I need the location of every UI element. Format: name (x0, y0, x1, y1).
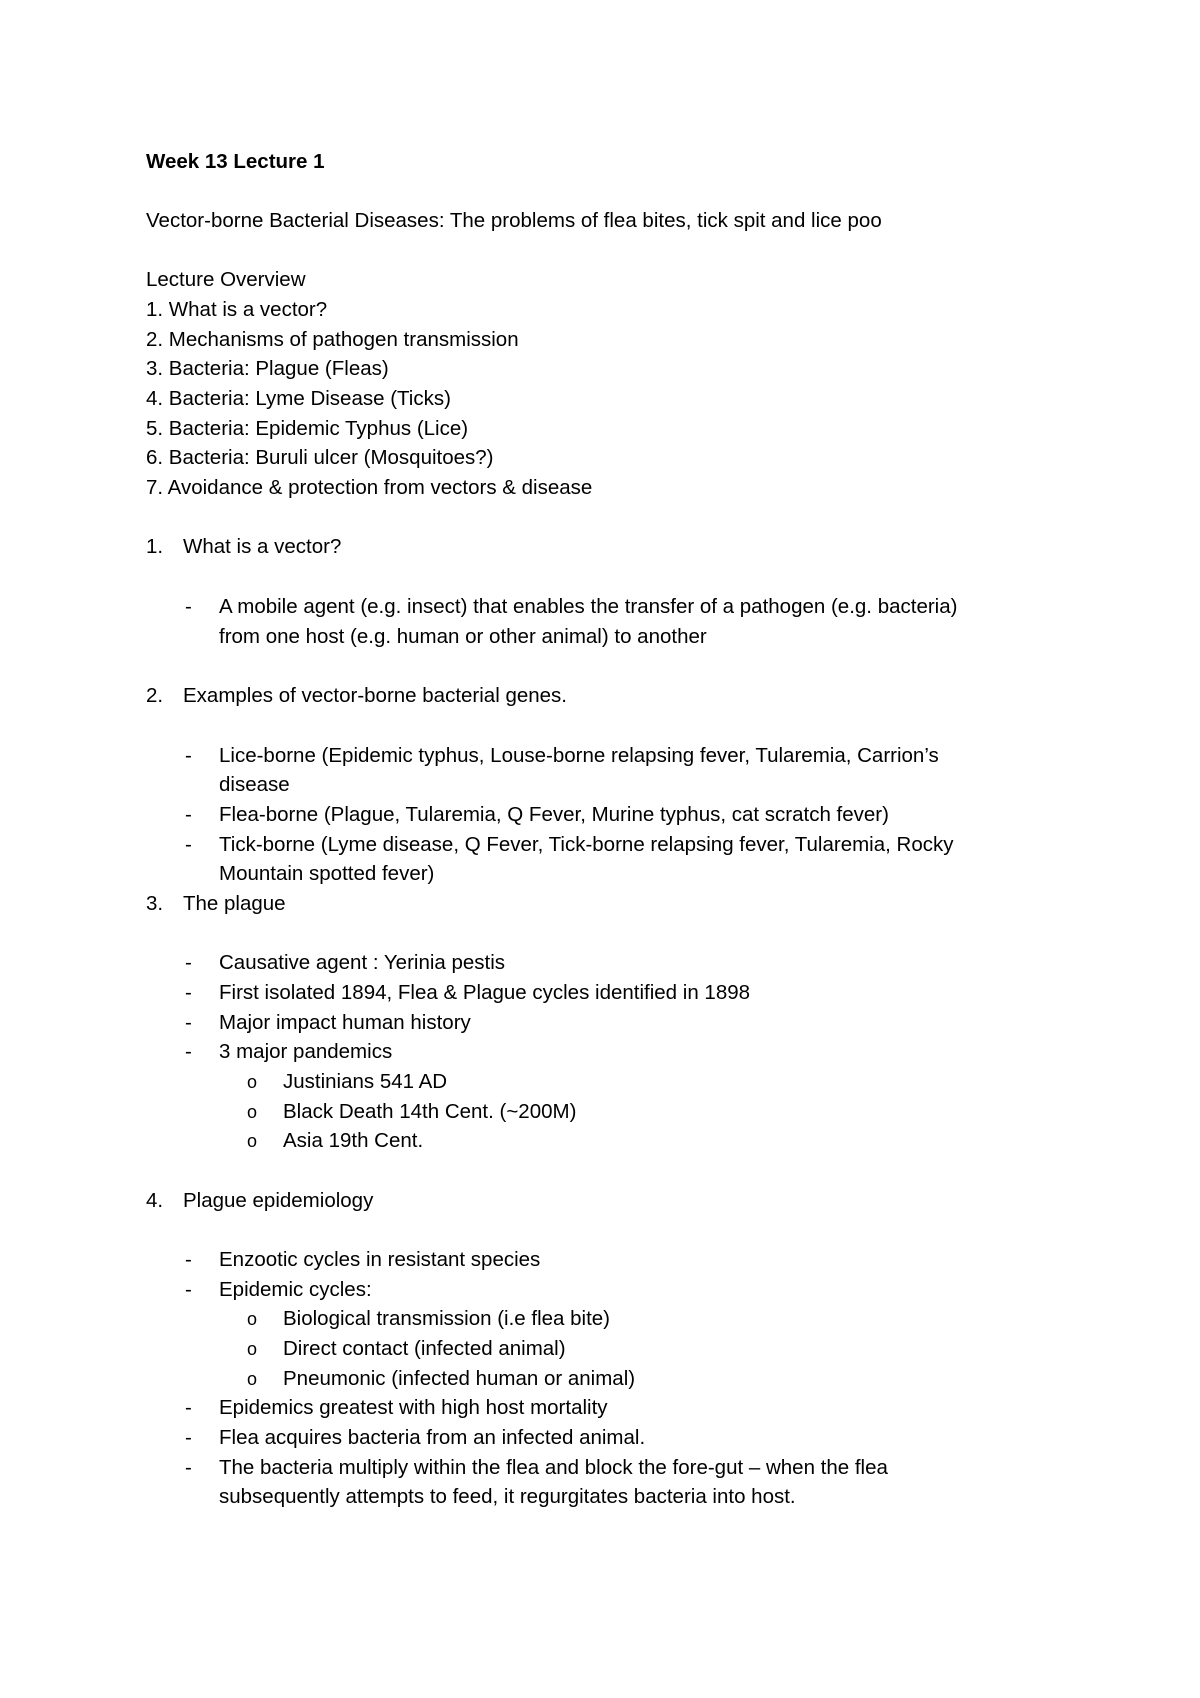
dash-bullet: - (185, 1278, 192, 1301)
dash-bullet: - (185, 1456, 192, 1479)
bullet-text: Mountain spotted fever) (219, 862, 435, 885)
dash-bullet: - (185, 803, 192, 826)
sub-bullet-text: Asia 19th Cent. (283, 1129, 424, 1152)
bullet-text: disease (219, 773, 290, 796)
bullet-text: subsequently attempts to feed, it regurgitates bacteria into host. (219, 1485, 796, 1508)
sub-bullet: o (247, 1369, 258, 1389)
section-heading: What is a vector? (183, 535, 342, 558)
sub-bullet: o (247, 1309, 258, 1329)
bullet-text: First isolated 1894, Flea & Plague cycles identified in 1898 (219, 981, 751, 1004)
lecture-subtitle: Vector-borne Bacterial Diseases: The problems of flea bites, tick spit and lice poo (146, 209, 882, 232)
section-heading: The plague (183, 892, 286, 915)
sub-bullet-text: Biological transmission (i.e flea bite) (283, 1307, 610, 1330)
dash-bullet: - (185, 1396, 192, 1419)
bullet-text: Causative agent : Yerinia pestis (219, 951, 506, 974)
bullet-text: Enzootic cycles in resistant species (219, 1248, 541, 1271)
section-number: 1. (146, 535, 164, 558)
bullet-text: Flea-borne (Plague, Tularemia, Q Fever, Murine typhus, cat scratch fever) (219, 803, 889, 826)
section-number: 2. (146, 684, 164, 707)
dash-bullet: - (185, 833, 192, 856)
bullet-text: from one host (e.g. human or other animal) to another (219, 625, 707, 648)
bullet-text: Major impact human history (219, 1011, 471, 1034)
sub-bullet-text: Direct contact (infected animal) (283, 1337, 566, 1360)
section-number: 3. (146, 892, 164, 915)
overview-heading: Lecture Overview (146, 268, 306, 291)
sub-bullet: o (247, 1131, 258, 1151)
dash-bullet: - (185, 981, 192, 1004)
dash-bullet: - (185, 951, 192, 974)
bullet-text: Tick-borne (Lyme disease, Q Fever, Tick-borne relapsing fever, Tularemia, Rocky (219, 833, 954, 856)
sub-bullet: o (247, 1072, 258, 1092)
overview-item: 5. Bacteria: Epidemic Typhus (Lice) (146, 417, 469, 440)
bullet-text: 3 major pandemics (219, 1040, 393, 1063)
dash-bullet: - (185, 1248, 192, 1271)
sub-bullet-text: Black Death 14th Cent. (~200M) (283, 1100, 577, 1123)
section-heading: Examples of vector-borne bacterial genes. (183, 684, 568, 707)
bullet-text: A mobile agent (e.g. insect) that enables the transfer of a pathogen (e.g. bacteria) (219, 595, 958, 618)
sub-bullet: o (247, 1102, 258, 1122)
sub-bullet-text: Pneumonic (infected human or animal) (283, 1367, 636, 1390)
bullet-text: Epidemics greatest with high host mortality (219, 1396, 608, 1419)
bullet-text: The bacteria multiply within the flea and block the fore-gut – when the flea (219, 1456, 888, 1479)
dash-bullet: - (185, 1040, 192, 1063)
overview-item: 4. Bacteria: Lyme Disease (Ticks) (146, 387, 451, 410)
document-title: Week 13 Lecture 1 (146, 150, 325, 173)
dash-bullet: - (185, 744, 192, 767)
overview-item: 6. Bacteria: Buruli ulcer (Mosquitoes?) (146, 446, 494, 469)
section-heading: Plague epidemiology (183, 1189, 374, 1212)
overview-item: 1. What is a vector? (146, 298, 328, 321)
bullet-text: Flea acquires bacteria from an infected animal. (219, 1426, 646, 1449)
overview-item: 3. Bacteria: Plague (Fleas) (146, 357, 389, 380)
dash-bullet: - (185, 595, 192, 618)
overview-item: 7. Avoidance & protection from vectors & disease (146, 476, 593, 499)
bullet-text: Lice-borne (Epidemic typhus, Louse-borne relapsing fever, Tularemia, Carrion’s (219, 744, 939, 767)
dash-bullet: - (185, 1011, 192, 1034)
section-number: 4. (146, 1189, 164, 1212)
sub-bullet-text: Justinians 541 AD (283, 1070, 448, 1093)
bullet-text: Epidemic cycles: (219, 1278, 372, 1301)
dash-bullet: - (185, 1426, 192, 1449)
overview-item: 2. Mechanisms of pathogen transmission (146, 328, 519, 351)
sub-bullet: o (247, 1339, 258, 1359)
